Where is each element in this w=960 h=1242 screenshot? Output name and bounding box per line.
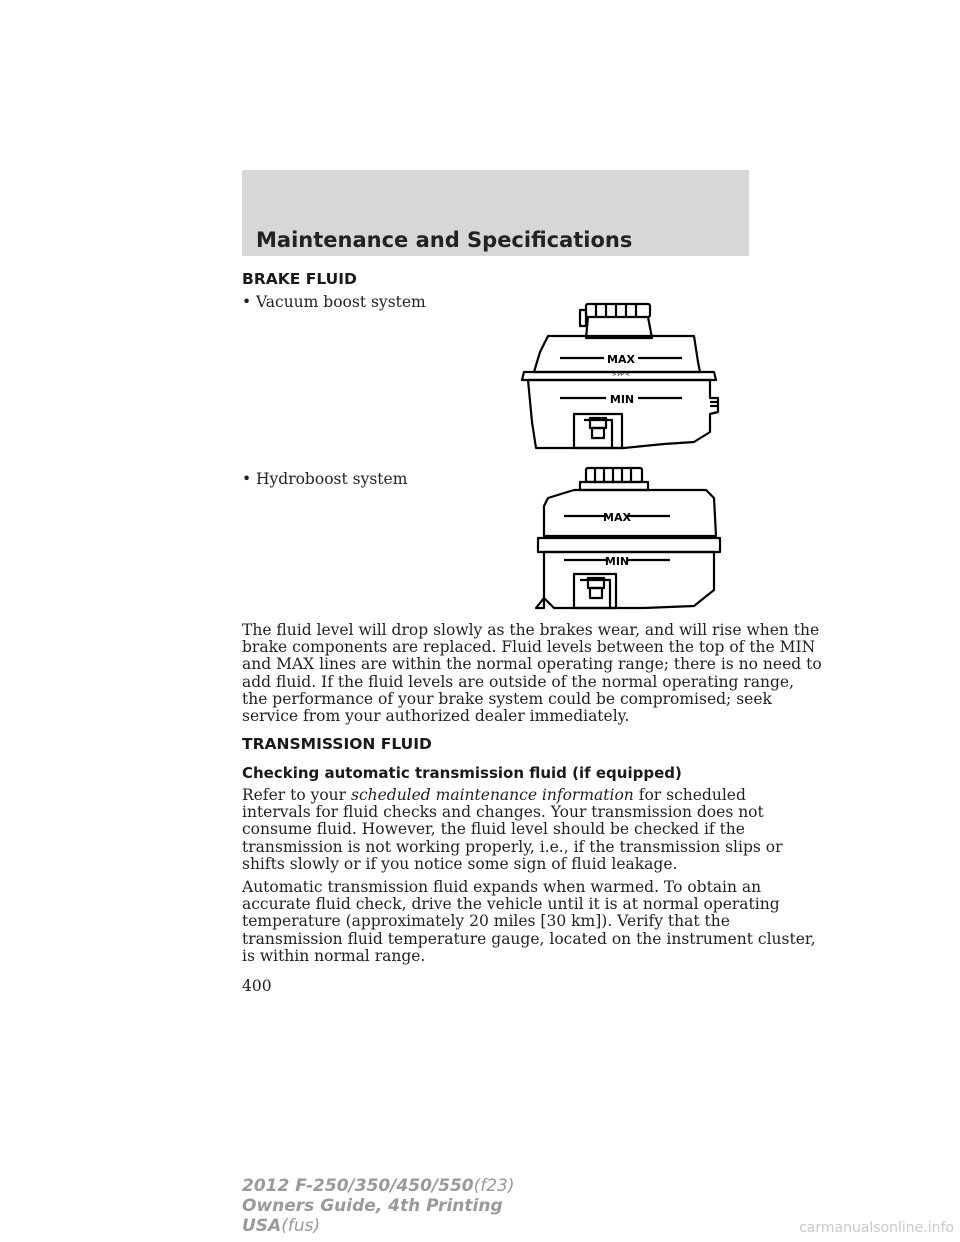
market-code: (fus) bbox=[281, 1216, 321, 1236]
section-header-band bbox=[242, 170, 749, 256]
paragraph-line: transmission is not working properly, i.e., if the transmission slips or bbox=[242, 837, 783, 856]
transmission-paragraph-2 bbox=[242, 878, 816, 965]
model-code: (f23) bbox=[473, 1176, 515, 1196]
site-watermark: carmanualsonline.info bbox=[799, 1220, 954, 1236]
cap-marking: > PP < bbox=[605, 535, 623, 541]
cap-marking: > PP < bbox=[612, 372, 630, 378]
hydroboost-reservoir-figure bbox=[534, 466, 724, 614]
vacuum-boost-reservoir-figure bbox=[514, 302, 726, 452]
market: USA bbox=[242, 1216, 282, 1236]
paragraph-line: add fluid. If the fluid levels are outside of the normal operating range, bbox=[242, 672, 795, 691]
paragraph-line: is within normal range. bbox=[242, 946, 426, 965]
bullet-label: Vacuum boost system bbox=[256, 293, 426, 311]
paragraph-line: The fluid level will drop slowly as the brakes wear, and will rise when the bbox=[242, 621, 820, 639]
italic-reference: scheduled maintenance information bbox=[350, 786, 634, 804]
transmission-subheading: Checking automatic transmission fluid (if equipped) bbox=[242, 764, 682, 782]
paragraph-line: brake components are replaced. Fluid levels between the top of the MIN bbox=[242, 638, 816, 657]
paragraph-line: and MAX lines are within the normal operating range; there is no need to bbox=[242, 655, 822, 674]
paragraph-text: Refer to your bbox=[242, 786, 351, 804]
brake-fluid-paragraph bbox=[242, 621, 822, 726]
paragraph-line: service from your authorized dealer immediately. bbox=[242, 707, 630, 726]
brake-fluid-heading: BRAKE FLUID bbox=[242, 270, 357, 288]
guide-edition: Owners Guide, 4th Printing bbox=[242, 1196, 503, 1216]
print-footer bbox=[242, 1176, 515, 1236]
model-line: 2012 F-250/350/450/550 bbox=[242, 1176, 474, 1196]
bullet-label: Hydroboost system bbox=[256, 470, 408, 488]
paragraph-line bbox=[242, 787, 762, 804]
paragraph-text: for scheduled bbox=[633, 786, 746, 804]
transmission-paragraph-1 bbox=[242, 786, 783, 873]
bullet-hydroboost bbox=[242, 470, 407, 488]
section-title: Maintenance and Specifications bbox=[256, 228, 633, 252]
paragraph-line: shifts slowly or if you notice some sign of fluid leakage. bbox=[242, 854, 678, 873]
paragraph-line: accurate fluid check, drive the vehicle until it is at normal operating bbox=[242, 895, 780, 914]
footer-line bbox=[242, 1216, 515, 1236]
max-label: MAX bbox=[607, 353, 635, 366]
paragraph-line: the performance of your brake system could be compromised; seek bbox=[242, 689, 772, 708]
page-number: 400 bbox=[242, 977, 272, 995]
bullet-symbol: • bbox=[242, 470, 252, 488]
bullet-vacuum-boost bbox=[242, 293, 426, 311]
paragraph-line: transmission fluid temperature gauge, located on the instrument cluster, bbox=[242, 929, 816, 948]
transmission-fluid-heading: TRANSMISSION FLUID bbox=[242, 735, 432, 753]
min-label: MIN bbox=[604, 555, 630, 568]
paragraph-line: intervals for fluid checks and changes. Your transmission does not bbox=[242, 803, 764, 822]
min-label: MIN bbox=[609, 393, 635, 406]
paragraph-line: Automatic transmission fluid expands when warmed. To obtain an bbox=[242, 878, 762, 896]
max-label: MAX bbox=[603, 511, 631, 524]
footer-line bbox=[242, 1176, 515, 1196]
bullet-symbol: • bbox=[242, 293, 252, 311]
paragraph-line: consume fluid. However, the fluid level should be checked if the bbox=[242, 820, 745, 839]
footer-line bbox=[242, 1196, 515, 1216]
paragraph-line: temperature (approximately 20 miles [30 km]). Verify that the bbox=[242, 912, 730, 931]
